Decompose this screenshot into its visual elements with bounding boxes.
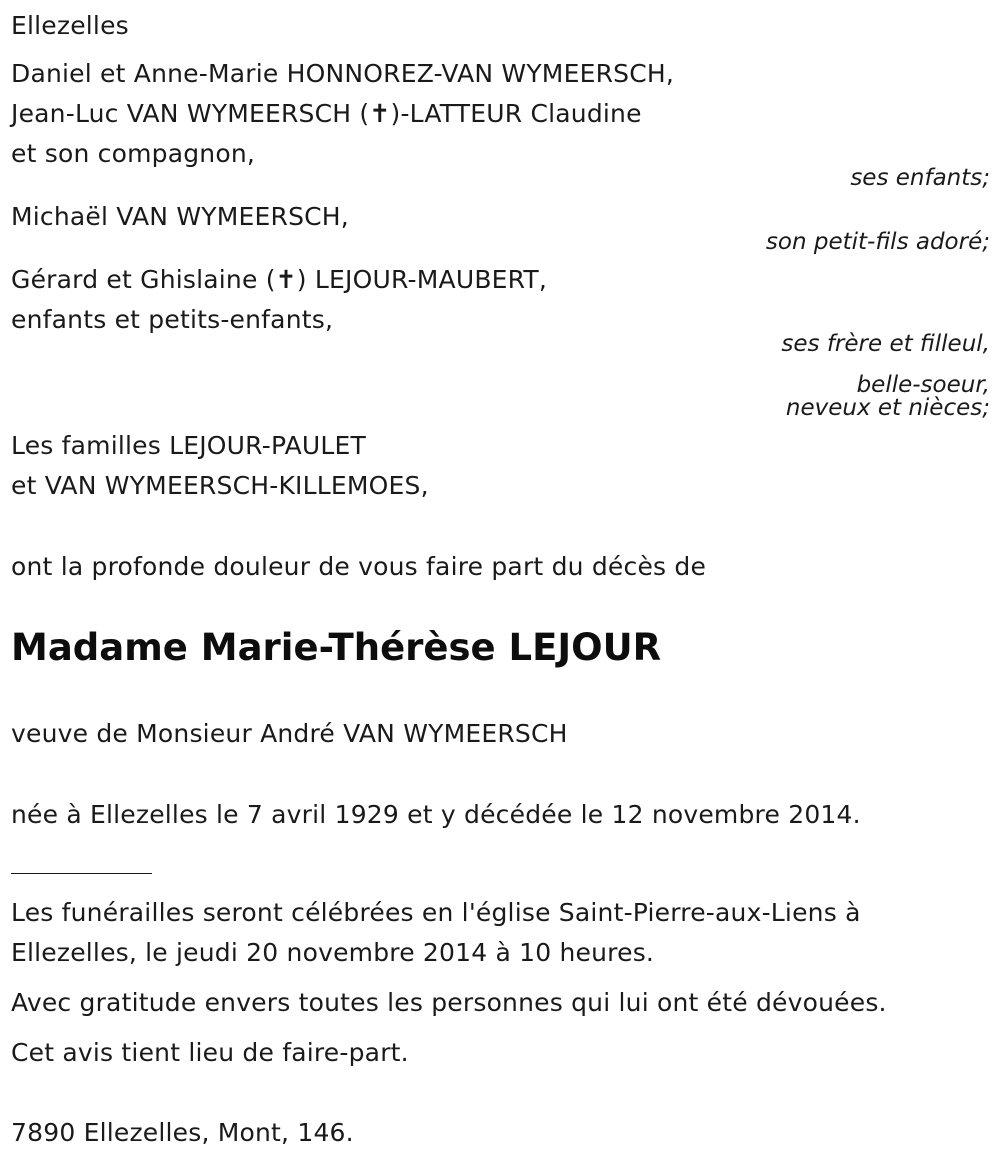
grandson-role: son petit-fils adoré; [765, 229, 990, 255]
families-line-1: Les familles LEJOUR-PAULET [11, 431, 367, 460]
children-line-1: Daniel et Anne-Marie HONNOREZ-VAN WYMEERSCH, [11, 59, 675, 88]
gratitude-line: Avec gratitude envers toutes les personnes qui lui ont été dévouées. [11, 988, 887, 1017]
deceased-name: Madame Marie-Thérèse LEJOUR [11, 626, 662, 669]
children-line-2: Jean-Luc VAN WYMEERSCH (✝)-LATTEUR Claudine [11, 99, 642, 128]
separator-rule [11, 873, 152, 874]
town-heading: Ellezelles [11, 11, 129, 40]
notice-line: Cet avis tient lieu de faire-part. [11, 1038, 409, 1067]
sibling-role-1: ses frère et filleul, [781, 331, 990, 357]
sibling-line-2: enfants et petits-enfants, [11, 305, 334, 334]
widow-of-line: veuve de Monsieur André VAN WYMEERSCH [11, 719, 568, 748]
grandson-line: Michaël VAN WYMEERSCH, [11, 202, 349, 231]
funeral-line-2: Ellezelles, le jeudi 20 novembre 2014 à 10 heures. [11, 938, 655, 967]
address-line: 7890 Ellezelles, Mont, 146. [11, 1118, 354, 1147]
sibling-line-1: Gérard et Ghislaine (✝) LEJOUR-MAUBERT, [11, 265, 548, 294]
sibling-role-2: belle-soeur, [856, 372, 990, 398]
children-line-3: et son compagnon, [11, 139, 256, 168]
children-role: ses enfants; [850, 165, 990, 191]
announcement-intro: ont la profonde douleur de vous faire part du décès de [11, 552, 707, 581]
sibling-role-3: neveux et nièces; [785, 395, 990, 421]
birth-death-line: née à Ellezelles le 7 avril 1929 et y décédée le 12 novembre 2014. [11, 800, 861, 829]
funeral-line-1: Les funérailles seront célébrées en l'église Saint-Pierre-aux-Liens à [11, 898, 861, 927]
families-line-2: et VAN WYMEERSCH-KILLEMOES, [11, 471, 429, 500]
